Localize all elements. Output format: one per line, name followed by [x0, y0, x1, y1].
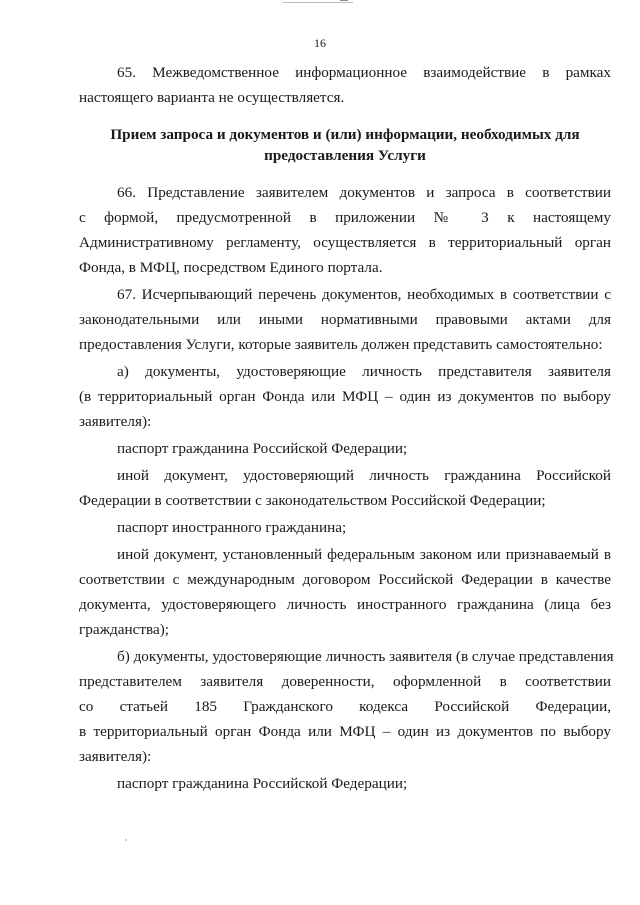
list-item — [79, 515, 611, 540]
section-heading — [79, 124, 611, 166]
text-line: с формой, предусмотренной в приложении № 3 к настоящему — [79, 209, 611, 226]
page-number: 16 — [314, 36, 326, 50]
heading-line: предоставления Услуги — [264, 147, 426, 164]
text-line: предоставления Услуги, которые заявитель должен представить самостоятельно: — [79, 336, 603, 353]
text-line: б) документы, удостоверяющие личность заявителя (в случае представления — [117, 648, 614, 665]
document-body — [79, 60, 614, 796]
text-line: Административному регламенту, осуществляется в территориальный орган — [79, 234, 611, 251]
text-line: документа, удостоверяющего личность иностранного гражданина (лица без — [79, 596, 611, 613]
text-line: паспорт гражданина Российской Федерации; — [117, 440, 408, 457]
text-line: законодательными или иными нормативными правовыми актами для — [79, 311, 611, 328]
heading-line: Прием запроса и документов и (или) информации, необходимых для — [110, 126, 580, 143]
list-item — [79, 436, 611, 461]
text-line: в территориальный орган Фонда или МФЦ – один из документов по выбору — [79, 723, 611, 740]
list-item — [79, 771, 611, 796]
text-line: настоящего варианта не осуществляется. — [79, 89, 345, 106]
text-line: гражданства); — [79, 621, 170, 638]
text-line: соответствии с международным договором Российской Федерации в качестве — [79, 571, 611, 588]
text-line: 66. Представление заявителем документов и запроса в соответствии — [117, 184, 611, 201]
list-item — [79, 542, 611, 642]
scan-edge-mark — [340, 0, 348, 3]
text-line: иной документ, удостоверяющий личность гражданина Российской — [117, 467, 611, 484]
text-line: заявителя): — [79, 748, 152, 765]
paragraph-66 — [79, 180, 611, 280]
list-item — [79, 463, 611, 513]
paragraph-65 — [79, 60, 611, 110]
text-line: паспорт гражданина Российской Федерации; — [117, 775, 408, 792]
scan-speck — [125, 839, 127, 841]
paragraph-67 — [79, 282, 611, 357]
paragraph-a — [79, 359, 611, 434]
text-line: иной документ, установленный федеральным законом или признаваемый в — [117, 546, 611, 563]
text-line: Федерации в соответствии с законодательством Российской Федерации; — [79, 492, 546, 509]
text-line: заявителя): — [79, 413, 152, 430]
text-line: 67. Исчерпывающий перечень документов, необходимых в соответствии с — [117, 286, 611, 303]
text-line: Фонда, в МФЦ, посредством Единого портала. — [79, 259, 383, 276]
text-line: со статьей 185 Гражданского кодекса Российской Федерации, — [79, 698, 611, 715]
text-line: паспорт иностранного гражданина; — [117, 519, 347, 536]
text-line: представителем заявителя доверенности, оформленной в соответствии — [79, 673, 611, 690]
text-line: (в территориальный орган Фонда или МФЦ – один из документов по выбору — [79, 388, 611, 405]
paragraph-b — [79, 644, 614, 769]
text-line: а) документы, удостоверяющие личность представителя заявителя — [117, 363, 611, 380]
text-line: 65. Межведомственное информационное взаимодействие в рамках — [117, 64, 611, 81]
